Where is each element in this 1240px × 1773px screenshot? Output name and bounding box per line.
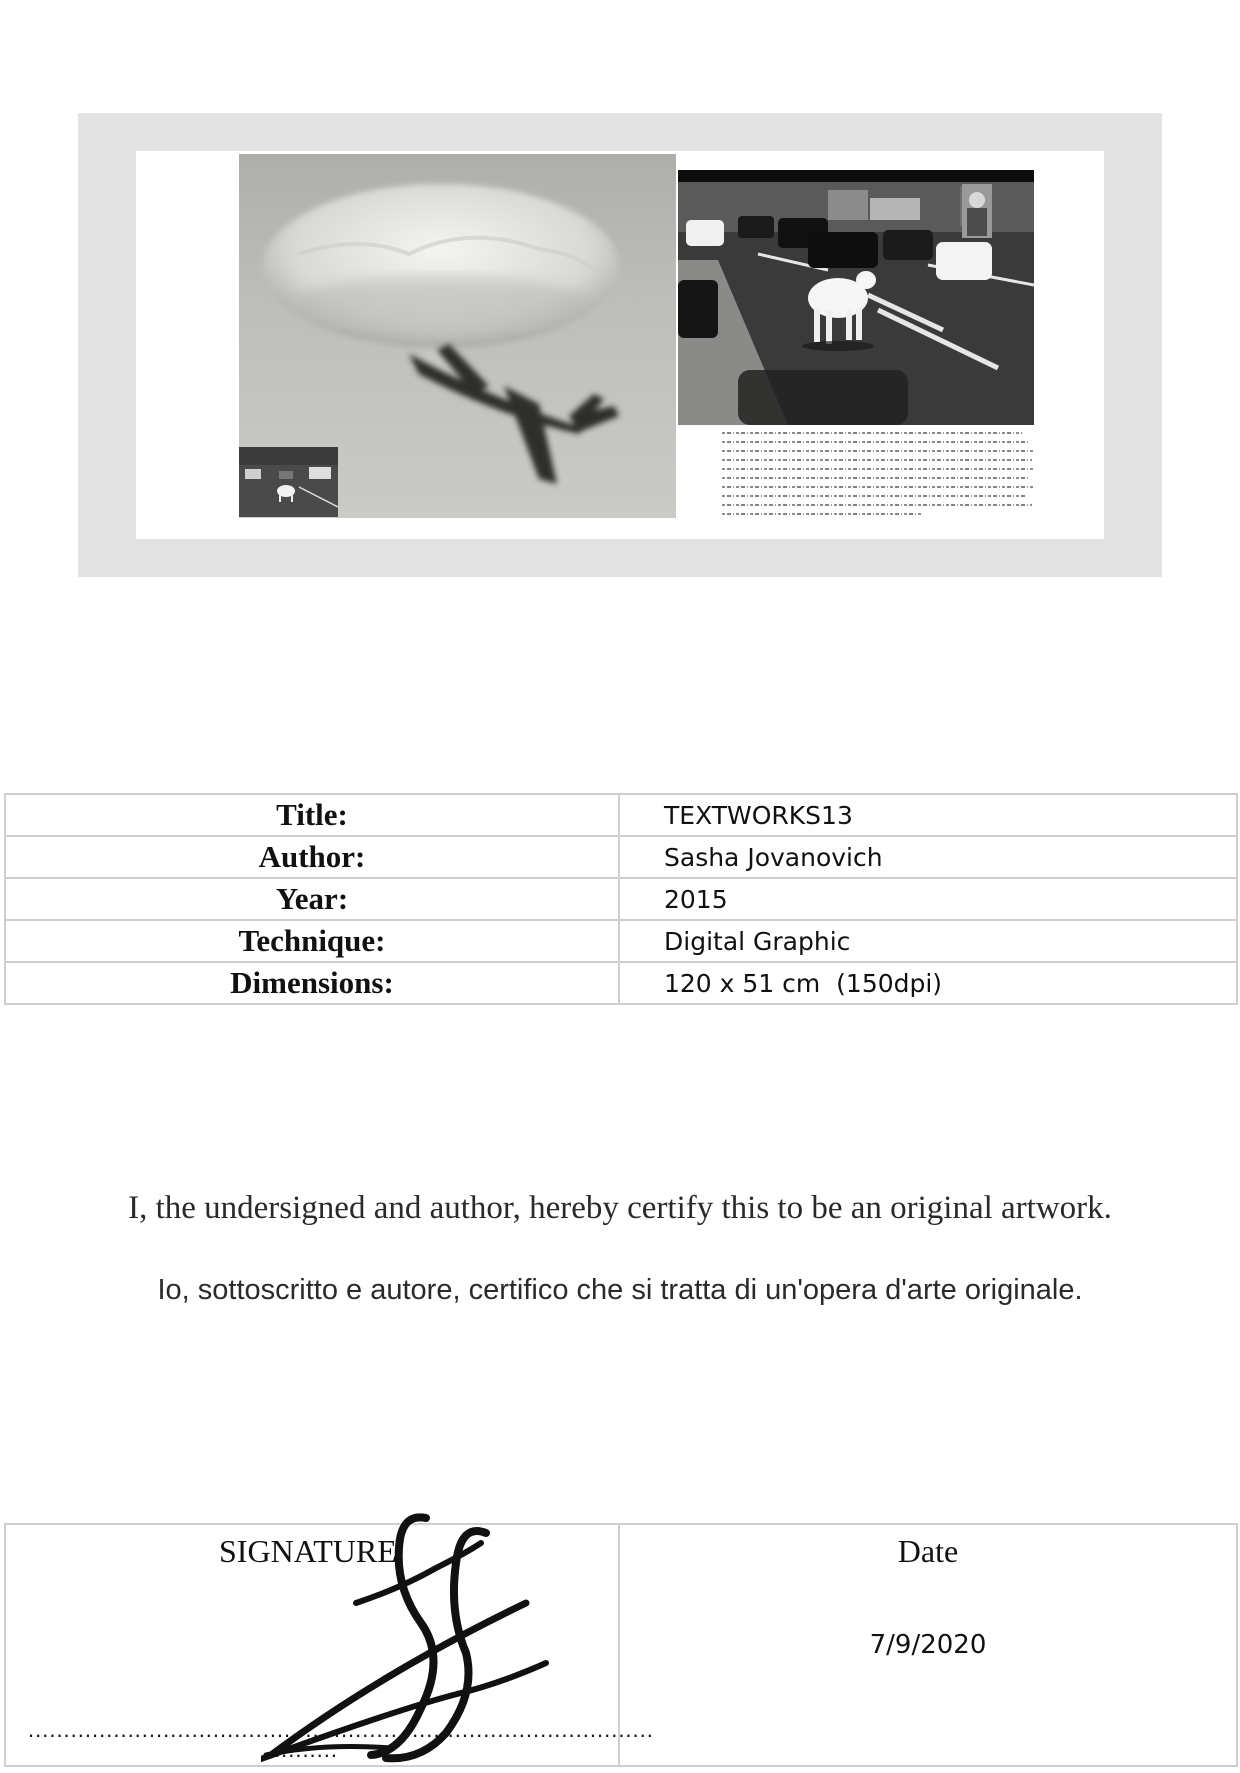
artwork-thumbnail-street [239, 447, 338, 517]
title-value: TEXTWORKS13 [619, 794, 1237, 836]
artwork-mat [136, 151, 1104, 539]
certification-italian: Io, sottoscritto e autore, certifico che si tratta di un'opera d'arte originale. [157, 1274, 1083, 1306]
technique-label: Technique: [5, 920, 619, 962]
author-label: Author: [5, 836, 619, 878]
author-value: Sasha Jovanovich [619, 836, 1237, 878]
dimensions-value: 120 x 51 cm (150dpi) [619, 962, 1237, 1004]
artwork-frame [78, 113, 1162, 577]
dimensions-label: Dimensions: [5, 962, 619, 1004]
artwork-info-table [4, 793, 1238, 1005]
info-row-author [5, 836, 1237, 878]
info-row-title [5, 794, 1237, 836]
technique-value: Digital Graphic [619, 920, 1237, 962]
title-label: Title: [5, 794, 619, 836]
info-row-dimensions [5, 962, 1237, 1004]
year-value: 2015 [619, 878, 1237, 920]
certification-english: I, the undersigned and author, hereby certify this to be an original artwork. [128, 1190, 1112, 1226]
year-label: Year: [5, 878, 619, 920]
signature-dotted-line: ........................................................................................ [28, 1717, 654, 1742]
artwork-image-street-cow [678, 170, 1034, 425]
date-value: 7/9/2020 [869, 1630, 987, 1660]
signature-dotted-line-tail: ......... [274, 1737, 339, 1762]
signature-table [4, 1523, 1238, 1767]
info-row-technique [5, 920, 1237, 962]
street-cow-illustration [678, 170, 1034, 425]
signature-cell [5, 1524, 654, 1766]
date-label: Date [897, 1533, 959, 1569]
artwork-microtext [722, 432, 1034, 522]
date-cell [619, 1524, 1237, 1766]
signature-label: SIGNATURE [219, 1533, 397, 1569]
info-row-year [5, 878, 1237, 920]
